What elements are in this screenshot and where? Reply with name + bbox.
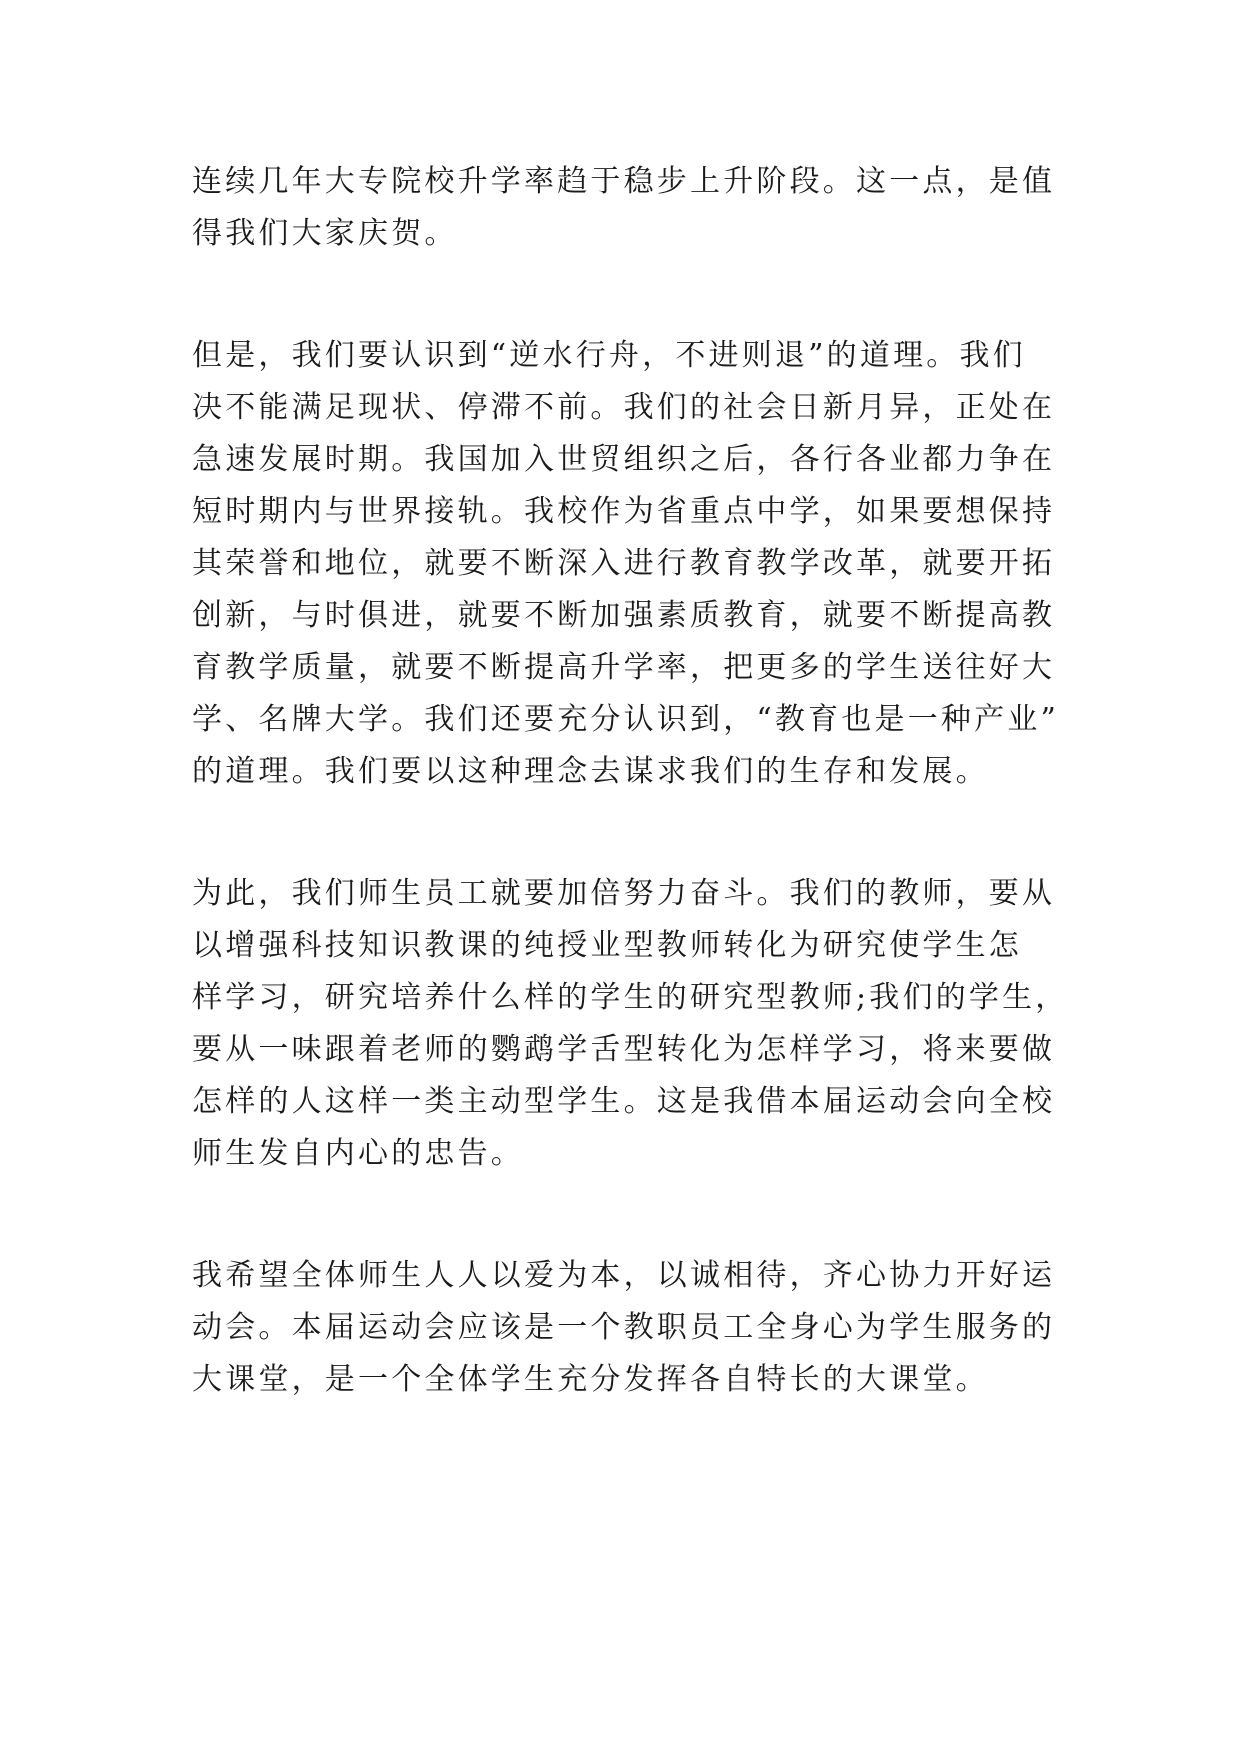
text-line: 要从一味跟着老师的鹦鹉学舌型转化为怎样学习，将来要做 bbox=[192, 1032, 1056, 1067]
text-line: 得我们大家庆贺。 bbox=[192, 216, 458, 251]
text-line: 育教学质量，就要不断提高升学率，把更多的学生送往好大 bbox=[192, 650, 1056, 685]
text-line: 大课堂，是一个全体学生充分发挥各自特长的大课堂。 bbox=[192, 1362, 989, 1397]
text-line: 学、名牌大学。我们还要充分认识到，“教育也是一种产业” bbox=[192, 702, 1060, 737]
text-line: 决不能满足现状、停滞不前。我们的社会日新月异，正处在 bbox=[192, 390, 1056, 425]
text-line: 怎样的人这样一类主动型学生。这是我借本届运动会向全校 bbox=[192, 1084, 1056, 1119]
text-line: 但是，我们要认识到“逆水行舟，不进则退”的道理。我们 bbox=[192, 338, 1026, 373]
text-line: 我希望全体师生人人以爱为本，以诚相待，齐心协力开好运 bbox=[192, 1258, 1056, 1293]
text-line: 急速发展时期。我国加入世贸组织之后，各行各业都力争在 bbox=[192, 442, 1056, 477]
paragraph-4 bbox=[192, 1250, 1062, 1406]
document-body bbox=[192, 156, 1069, 1476]
text-line: 的道理。我们要以这种理念去谋求我们的生存和发展。 bbox=[192, 754, 989, 789]
text-line: 创新，与时俱进，就要不断加强素质教育，就要不断提高教 bbox=[192, 598, 1056, 633]
text-line: 连续几年大专院校升学率趋于稳步上升阶段。这一点，是值 bbox=[192, 164, 1056, 199]
text-line: 其荣誉和地位，就要不断深入进行教育教学改革，就要开拓 bbox=[192, 546, 1056, 581]
text-line: 样学习，研究培养什么样的学生的研究型教师;我们的学生， bbox=[192, 980, 1069, 1015]
text-line: 动会。本届运动会应该是一个教职员工全身心为学生服务的 bbox=[192, 1310, 1056, 1345]
paragraph-1 bbox=[192, 156, 1062, 260]
text-line: 以增强科技知识教课的纯授业型教师转化为研究使学生怎 bbox=[192, 928, 1022, 963]
text-line: 师生发自内心的忠告。 bbox=[192, 1136, 524, 1171]
paragraph-2 bbox=[192, 330, 1062, 798]
text-line: 为此，我们师生员工就要加倍努力奋斗。我们的教师，要从 bbox=[192, 876, 1056, 911]
text-line: 短时期内与世界接轨。我校作为省重点中学，如果要想保持 bbox=[192, 494, 1056, 529]
paragraph-3 bbox=[192, 868, 1069, 1180]
